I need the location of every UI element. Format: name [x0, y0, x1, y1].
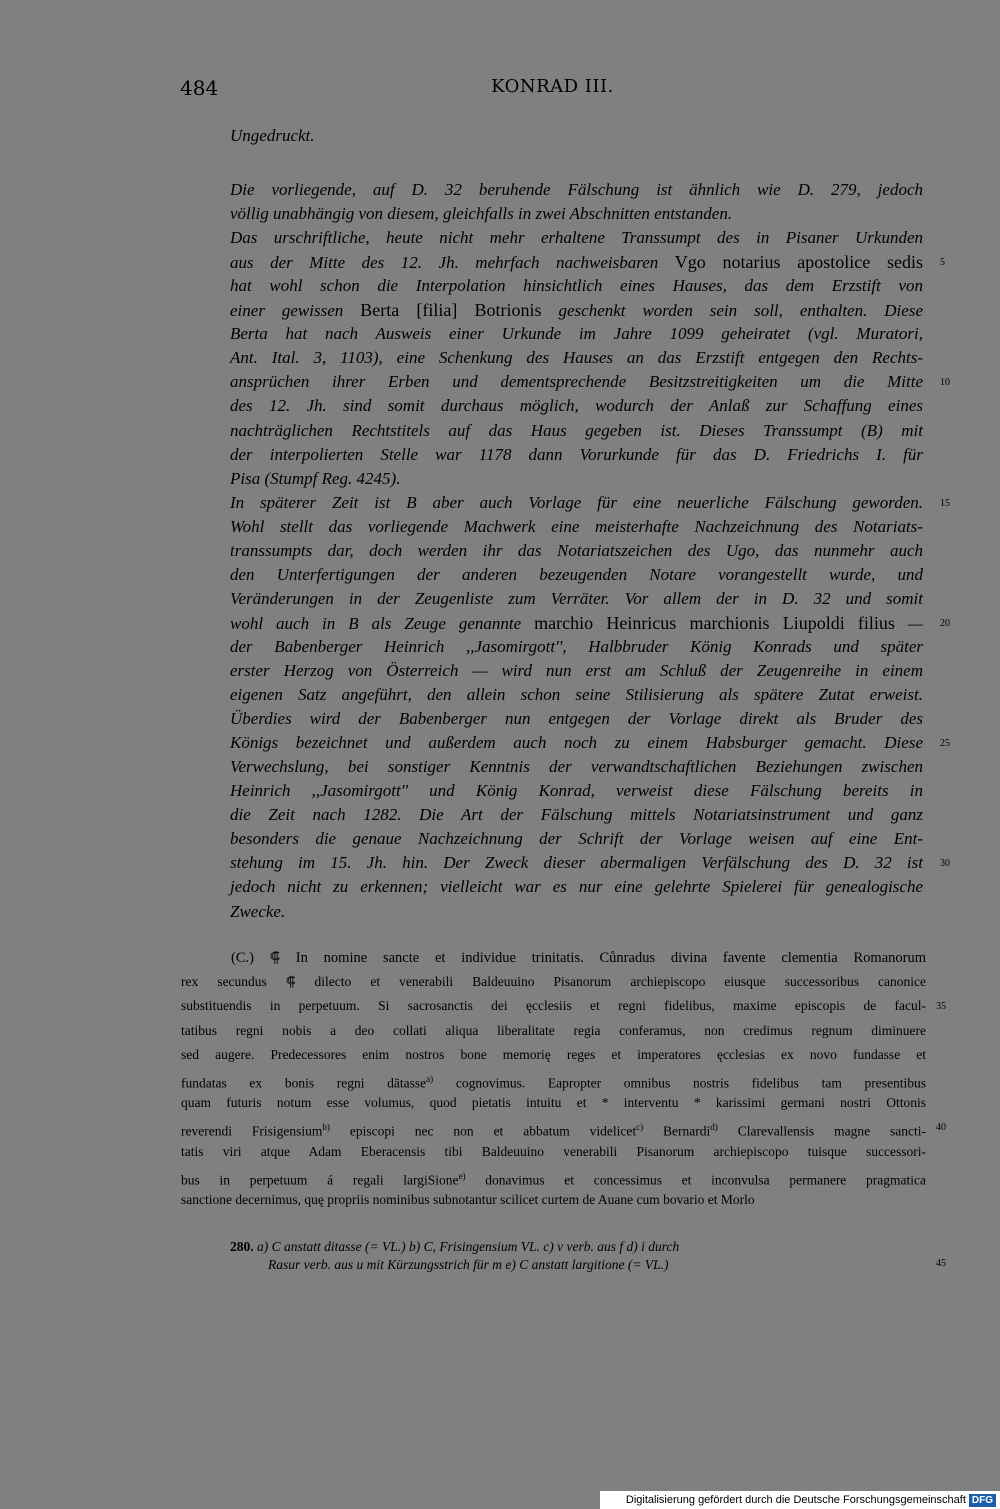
commentary-line	[230, 394, 923, 418]
commentary-line	[230, 635, 923, 659]
footnote-doc-number: 280.	[230, 1239, 254, 1254]
commentary-line	[230, 755, 923, 779]
line-number: 40	[936, 1122, 946, 1134]
footnote-line-1: a) C anstatt ditasse (= VL.) b) C, Frisingensium VL. c) v verb. aus f d) i durch	[257, 1239, 680, 1254]
commentary-segment: geschenkt worden sein soll, enthalten. Diese	[541, 301, 923, 321]
footnote-marker: e)	[458, 1170, 466, 1181]
charter-segment: sed augere. Predecessores enim nostros bone memorię reges et imperatores ęcclesias ex novo fundasse et	[181, 1046, 926, 1062]
commentary-segment: stehung im 15. Jh. hin. Der Zweck dieser abermaligen Verfälschung des D. 32 ist	[230, 853, 923, 873]
commentary-line	[230, 900, 923, 924]
commentary-line	[230, 202, 923, 226]
commentary-line	[230, 491, 923, 515]
commentary-segment: marchio Heinricus marchionis Liupoldi filius	[534, 612, 895, 633]
commentary-segment: Ant. Ital. 3, 1103), eine Schenkung des Hauses an das Erzstift entgegen den Rechts-	[230, 348, 923, 368]
commentary-segment: den Unterfertigungen der anderen bezeugenden Notare vorangestellt wurde, und	[230, 564, 923, 584]
charter-segment: episcopi nec non et abbatum videlicet	[329, 1123, 637, 1139]
commentary-line	[230, 539, 923, 563]
commentary-segment: aus der Mitte des 12. Jh. mehrfach nachweisbaren	[230, 253, 675, 273]
commentary-line	[230, 875, 923, 899]
charter-line	[181, 970, 926, 994]
commentary-segment: wohl auch in B als Zeuge genannte	[230, 613, 535, 633]
commentary-line	[230, 659, 923, 683]
commentary-line	[230, 803, 923, 827]
charter-segment: bus in perpetuum á regali largiSione	[181, 1172, 459, 1188]
commentary-line	[230, 731, 923, 755]
commentary-segment: hat wohl schon die Interpolation hinsichtlich eines Hauses, das dem Erzstift von	[230, 276, 923, 296]
commentary-segment: Veränderungen in der Zeugenliste zum Verräter. Vor allem der in D. 32 und somit	[230, 588, 923, 608]
commentary-segment: völlig unabhängig von diesem, gleichfalls in zwei Abschnitten entstanden.	[230, 204, 733, 224]
footnote-line-2: Rasur verb. aus u mit Kürzungsstrich für m e) C anstatt largitione (= VL.)	[268, 1257, 669, 1272]
commentary-line	[230, 346, 923, 370]
commentary-segment: jedoch nicht zu erkennen; vielleicht war es nur eine gelehrte Spielerei für genealogische	[230, 877, 923, 897]
commentary-line	[230, 274, 923, 298]
commentary-line	[230, 707, 923, 731]
commentary-segment: Wohl stellt das vorliegende Machwerk eine meisterhafte Nachzeichnung des Notariats-	[230, 516, 923, 536]
commentary-segment: besonders die genaue Nachzeichnung der Schrift der Vorlage weisen auf eine Ent-	[230, 829, 923, 849]
charter-line	[181, 994, 926, 1018]
commentary-line	[230, 178, 923, 202]
commentary-segment: Berta [filia] Botrionis	[360, 300, 542, 321]
commentary-segment: Überdies wird der Babenberger nun entgegen der Vorlage direkt als Bruder des	[230, 709, 923, 729]
commentary-line	[230, 779, 923, 803]
commentary-segment: Berta hat nach Ausweis einer Urkunde im Jahre 1099 geheiratet (vgl. Muratori,	[230, 324, 923, 344]
charter-segment: reverendi Frisigensium	[181, 1123, 323, 1139]
funding-footer	[600, 1491, 1000, 1509]
commentary-line	[230, 683, 923, 707]
charter-segment: tatibus regni nobis a deo collati aliqua liberalitate regia conferamus, non credimus regnum diminuere	[181, 1022, 926, 1038]
line-number: 5	[940, 257, 945, 269]
commentary-segment: Zwecke.	[230, 901, 286, 921]
commentary-segment: Verwechslung, bei sonstiger Kenntnis der verwandtschaftlichen Beziehungen zwischen	[230, 757, 923, 777]
ungedruckt-note: Ungedruckt.	[230, 126, 315, 145]
page-header	[180, 76, 925, 106]
footnote-marker: b)	[322, 1122, 330, 1133]
commentary-segment: Das urschriftliche, heute nicht mehr erhaltene Transsumpt des in Pisaner Urkunden	[230, 228, 923, 248]
commentary-segment: erster Herzog von Österreich — wird nun erst am Schluß der Zeugenreihe in einem	[230, 661, 923, 680]
charter-segment: Clarevallensis magne sancti-	[717, 1123, 926, 1139]
commentary-line	[230, 443, 923, 467]
commentary-line	[230, 419, 923, 443]
charter-segment: substituendis in perpetuum. Si sacrosanctis dei ęcclesiis et regni fidelibus, maxime episcopis de facul-	[181, 998, 926, 1014]
commentary-line	[230, 563, 923, 587]
charter-line	[181, 946, 926, 970]
commentary-segment: Königs bezeichnet und außerdem auch noch zu einem Habsburger gemacht. Diese	[230, 733, 923, 753]
commentary-segment: transsumpts dar, doch werden ihr das Notariatszeichen des Ugo, das nunmehr auch	[230, 540, 923, 560]
commentary-segment: des 12. Jh. sind somit durchaus möglich, wodurch der Anlaß zur Schaffung eines	[230, 396, 923, 416]
funding-text: Digitalisierung gefördert durch die Deutsche Forschungsgemeinschaft	[625, 1494, 966, 1506]
charter-segment: rex secundus ⸿ dilecto et venerabili Baldeuuino Pisanorum archiepiscopo eiusque successoribus canonice	[181, 974, 926, 990]
commentary-segment: Vgo notarius apostolice sedis	[674, 252, 923, 273]
commentary-segment: nachträglichen Rechtstitels auf das Haus gegeben ist. Dieses Transsumpt (B) mit	[230, 420, 923, 440]
footnote-marker: a)	[426, 1074, 434, 1084]
commentary-segment: Die vorliegende, auf D. 32 beruhende Fälschung ist ähnlich wie D. 279, jedoch	[230, 180, 923, 199]
commentary-line	[230, 515, 923, 539]
line-number: 45	[936, 1258, 946, 1269]
commentary-line	[230, 322, 923, 346]
commentary-segment: einer gewissen	[230, 301, 361, 321]
line-number: 15	[940, 497, 950, 509]
charter-line	[181, 1188, 926, 1212]
commentary-segment: Heinrich ,,Jasomirgott'' und König Konrad, verweist diese Fälschung bereits in	[230, 781, 923, 801]
commentary-segment: In späterer Zeit ist B aber auch Vorlage für eine neuerliche Fälschung geworden.	[230, 492, 923, 512]
charter-segment: cognovimus. Eapropter omnibus nostris fidelibus tam presentibus	[433, 1075, 926, 1091]
charter-line	[181, 1019, 926, 1043]
commentary-line	[230, 370, 923, 394]
page-number: 484	[180, 76, 219, 100]
line-number: 25	[940, 738, 950, 750]
commentary-segment: —	[894, 613, 923, 633]
commentary-line	[230, 587, 923, 611]
commentary-line	[230, 611, 923, 636]
commentary-line	[230, 827, 923, 851]
running-title: KONRAD III.	[491, 76, 614, 97]
line-number: 30	[940, 858, 950, 870]
charter-segment: sanctione decernimus, quę propriis nominibus subnotantur scilicet curtem de Auane cum bovario et Morlo	[181, 1192, 755, 1207]
charter-line	[181, 1091, 926, 1115]
charter-segment: quam futuris notum esse volumus, quod pietatis intuitu et * interventu * karissimi germani nostri Ottonis	[181, 1095, 926, 1111]
commentary-segment: Pisa (Stumpf Reg. 4245).	[230, 468, 401, 488]
charter-segment: fundatas ex bonis regni dātasse	[181, 1075, 427, 1091]
commentary-line	[230, 851, 923, 875]
line-number: 10	[940, 377, 950, 389]
commentary-line	[230, 298, 923, 323]
commentary-line	[230, 467, 923, 491]
charter-line	[181, 1043, 926, 1067]
charter-segment: donavimus et concessimus et inconvulsa permanere pragmatica	[465, 1172, 926, 1188]
commentary-segment: der interpolierten Stelle war 1178 dann Vorurkunde für das D. Friedrichs I. für	[230, 444, 923, 464]
charter-line	[181, 1140, 926, 1164]
footnote-marker: d)	[710, 1122, 718, 1133]
line-number: 20	[940, 617, 950, 629]
charter-segment: Bernardi	[643, 1123, 711, 1139]
charter-segment: (C.) ⸿ In nomine sancte et individue trinitatis. Cůnradus divina favente clementia Romanorum	[231, 950, 926, 966]
commentary-line	[230, 226, 923, 250]
commentary-segment: ansprüchen ihrer Erben und dementsprechende Besitzstreitigkeiten um die Mitte	[230, 372, 923, 392]
footnote-marker: c)	[636, 1122, 644, 1133]
line-number: 35	[936, 1001, 946, 1013]
dfg-logo: DFG	[969, 1494, 996, 1507]
commentary-segment: eigenen Satz angeführt, den allein schon seine Stilisierung als spätere Zutat erweist.	[230, 685, 923, 705]
commentary-segment: die Zeit nach 1282. Die Art der Fälschung mittels Notariatsinstrument und ganz	[230, 805, 923, 825]
commentary-line	[230, 250, 923, 275]
charter-segment: tatis viri atque Adam Eberacensis tibi Baldeuuino venerabili Pisanorum archiepiscopo tuisque successori-	[181, 1143, 926, 1159]
commentary-segment: der Babenberger Heinrich ,,Jasomirgott'', Halbbruder König Konrads und später	[230, 636, 923, 656]
